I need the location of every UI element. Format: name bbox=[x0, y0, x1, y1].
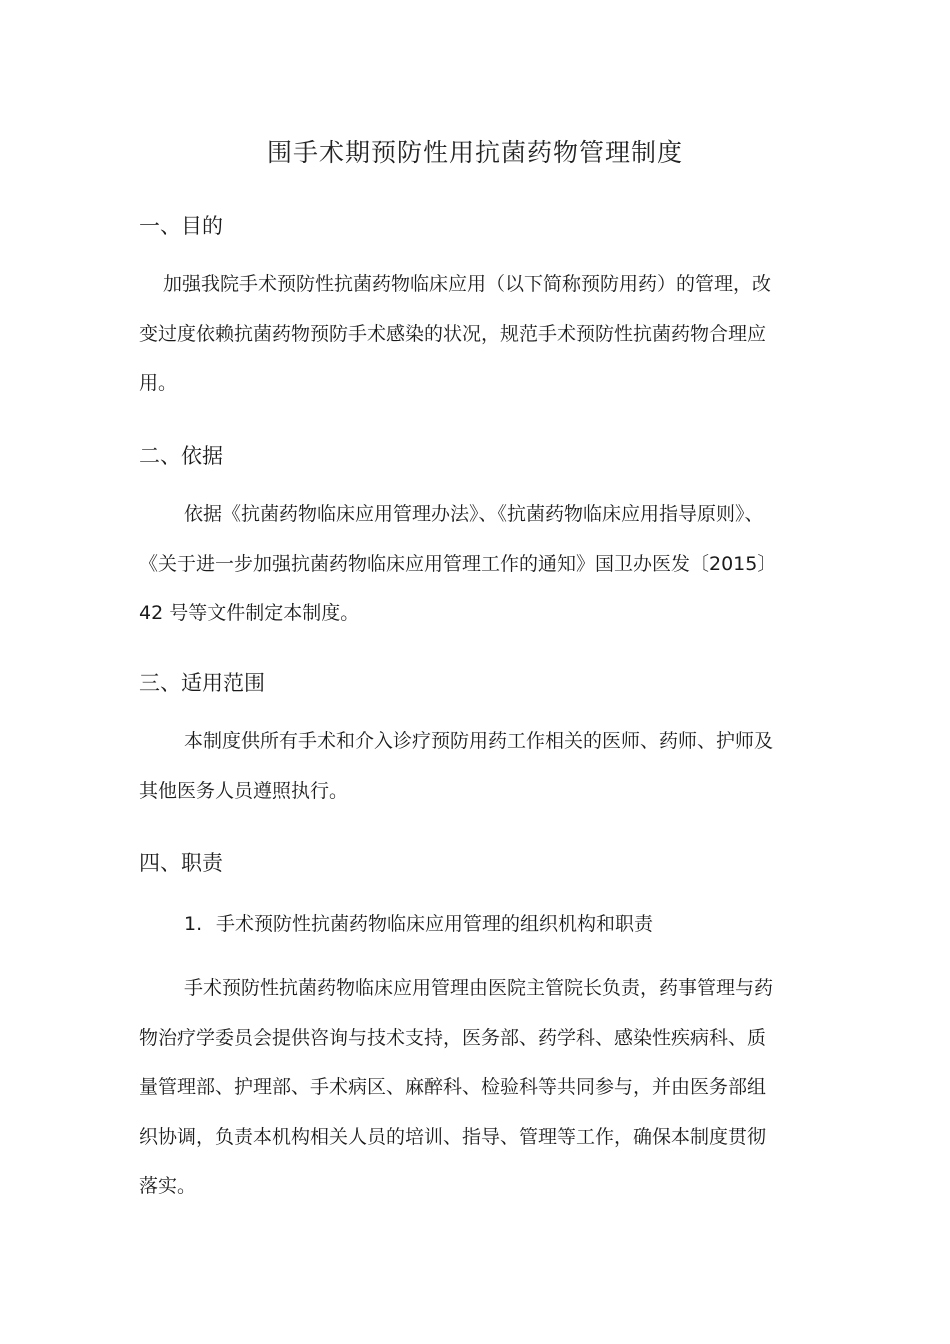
document-title: 围手术期预防性用抗菌药物管理制度 bbox=[266, 138, 683, 167]
paragraph-line: 落实。 bbox=[139, 1175, 197, 1197]
sub-item-organization bbox=[184, 909, 653, 939]
sub-item-title: 手术预防性抗菌药物临床应用管理的组织机构和职责 bbox=[216, 913, 654, 935]
paragraph-line: 量管理部、护理部、手术病区、麻醉科、检验科等共同参与，并由医务部组 bbox=[139, 1076, 767, 1098]
sub-item-number: 1. bbox=[184, 913, 203, 935]
paragraph-line: 依据《抗菌药物临床应用管理办法》、《抗菌药物临床应用指导原则》、 bbox=[184, 503, 764, 525]
section-heading-scope: 三、适用范围 bbox=[139, 671, 265, 695]
section-heading-responsibilities: 四、职责 bbox=[139, 851, 223, 875]
paragraph-line: 变过度依赖抗菌药物预防手术感染的状况，规范手术预防性抗菌药物合理应 bbox=[139, 322, 767, 345]
section-body-responsibilities bbox=[139, 964, 819, 1212]
paragraph-line: 织协调，负责本机构相关人员的培训、指导、管理等工作，确保本制度贯彻 bbox=[139, 1125, 767, 1148]
paragraph-line: 手术预防性抗菌药物临床应用管理由医院主管院长负责，药事管理与药 bbox=[184, 977, 774, 999]
section-body-basis bbox=[139, 490, 819, 639]
section-body-scope bbox=[139, 717, 819, 816]
paragraph-line: 加强我院手术预防性抗菌药物临床应用（以下简称预防用药）的管理，改 bbox=[163, 273, 772, 295]
section-heading-purpose: 一、目的 bbox=[139, 214, 223, 238]
paragraph-line: 42 号等文件制定本制度。 bbox=[139, 602, 360, 624]
section-heading-basis: 二、依据 bbox=[139, 444, 223, 468]
paragraph-line: 物治疗学委员会提供咨询与技术支持，医务部、药学科、感染性疾病科、质 bbox=[139, 1026, 767, 1049]
paragraph-line: 《关于进一步加强抗菌药物临床应用管理工作的通知》国卫办医发〔2015〕 bbox=[139, 552, 777, 575]
paragraph-line: 其他医务人员遵照执行。 bbox=[139, 779, 349, 802]
paragraph-line: 用。 bbox=[139, 372, 178, 394]
paragraph-line: 本制度供所有手术和介入诊疗预防用药工作相关的医师、药师、护师及 bbox=[184, 730, 774, 752]
section-body-purpose bbox=[139, 260, 819, 409]
